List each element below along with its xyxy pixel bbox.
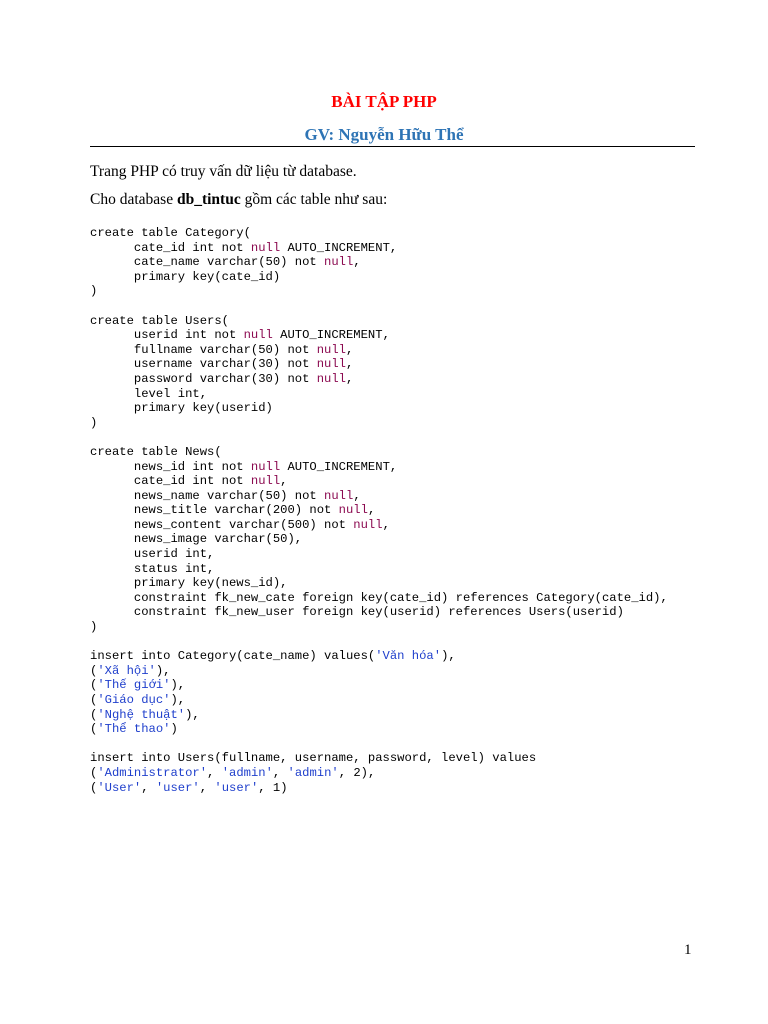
code-line	[90, 460, 668, 475]
sql-text: username varchar(30) not	[90, 357, 317, 372]
sql-text: news_name varchar(50) not	[90, 488, 325, 503]
code-line	[90, 708, 668, 723]
sql-text: )	[90, 284, 98, 299]
sql-keyword: null	[316, 371, 346, 386]
sql-keyword: null	[353, 517, 383, 532]
sql-text: userid int not	[90, 328, 244, 343]
sql-text: news_image varchar(50),	[90, 532, 303, 547]
sql-text: (	[90, 707, 98, 722]
sql-string: 'Thế giới'	[97, 678, 171, 693]
sql-text: (	[90, 780, 98, 795]
page-number: 1	[684, 942, 692, 958]
intro-paragraph: Trang PHP có truy vấn dữ liệu từ database.	[90, 163, 357, 180]
sql-text: create table Category(	[90, 226, 251, 240]
code-line	[90, 372, 668, 387]
sql-text: status int,	[90, 561, 215, 576]
code-line	[90, 445, 668, 460]
code-line	[90, 532, 668, 547]
sql-string: 'user'	[214, 780, 259, 795]
sql-text: (	[90, 678, 98, 693]
code-line	[90, 737, 668, 752]
sql-text: ,	[272, 765, 288, 780]
sql-string: 'Nghệ thuật'	[97, 707, 186, 722]
sql-text: primary key(cate_id)	[90, 269, 281, 284]
sql-text: ,	[199, 780, 215, 795]
code-line	[90, 401, 668, 416]
sql-keyword: null	[316, 357, 346, 372]
sql-text: ,	[353, 488, 361, 503]
sql-string: 'Giáo dục'	[97, 693, 171, 707]
sql-text: ,	[346, 371, 354, 386]
sql-text: ),	[170, 693, 186, 707]
sql-text: (	[90, 663, 98, 678]
sql-keyword: null	[316, 342, 346, 357]
code-line	[90, 299, 668, 314]
sql-text: fullname varchar(50) not	[90, 342, 317, 357]
sql-text: ),	[170, 678, 186, 693]
code-line	[90, 503, 668, 518]
sql-text: , 2),	[338, 765, 376, 780]
code-line	[90, 635, 668, 650]
code-line	[90, 284, 668, 299]
code-line	[90, 751, 668, 766]
sql-keyword: null	[250, 240, 281, 255]
code-line	[90, 547, 668, 562]
sql-string: 'admin'	[287, 765, 339, 780]
code-line	[90, 722, 668, 737]
sql-string: 'admin'	[221, 765, 273, 780]
sql-code-block	[90, 226, 668, 795]
code-line	[90, 518, 668, 533]
sql-keyword: null	[243, 328, 273, 343]
database-paragraph	[90, 191, 387, 209]
sql-text: ,	[346, 357, 354, 372]
code-line	[90, 474, 668, 489]
sql-text: ,	[367, 503, 376, 518]
sql-keyword: null	[338, 503, 368, 518]
sql-string: 'User'	[97, 780, 142, 795]
sql-text: (	[90, 722, 98, 737]
code-line	[90, 605, 668, 620]
sql-keyword: null	[250, 474, 281, 489]
instructor-name: GV: Nguyễn Hữu Thể	[304, 125, 464, 144]
sql-text: , 1)	[258, 780, 288, 795]
document-title: BÀI TẬP PHP	[331, 92, 437, 111]
sql-text: news_content varchar(500) not	[90, 517, 354, 532]
sql-text: (	[90, 693, 98, 707]
sql-keyword: null	[324, 488, 354, 503]
sql-text: ),	[441, 649, 456, 664]
sql-text: AUTO_INCREMENT,	[280, 459, 398, 474]
sql-text: news_id int not	[90, 459, 251, 474]
code-line	[90, 591, 668, 606]
database-line-suffix: gồm các table như sau:	[240, 191, 388, 208]
sql-text: ,	[207, 765, 222, 780]
sql-text: primary key(userid)	[90, 401, 273, 416]
database-name: db_tintuc	[176, 191, 241, 208]
code-line	[90, 314, 668, 329]
code-line	[90, 576, 668, 591]
code-line	[90, 664, 668, 679]
code-line	[90, 766, 668, 781]
title-divider	[90, 146, 695, 147]
sql-text: insert into Users(fullname, username, password, level) values	[90, 751, 537, 766]
code-line	[90, 489, 668, 504]
code-line	[90, 226, 668, 241]
sql-text: password varchar(30) not	[90, 371, 317, 386]
code-line	[90, 241, 668, 256]
sql-text: ,	[346, 342, 354, 357]
sql-string: 'Administrator'	[97, 765, 208, 780]
sql-text: ,	[280, 474, 288, 489]
sql-text: ),	[185, 707, 200, 722]
sql-text: create table News(	[90, 444, 222, 459]
sql-string: 'user'	[155, 780, 200, 795]
sql-text: cate_id int not	[90, 240, 251, 255]
sql-text: userid int,	[90, 547, 215, 562]
sql-text: AUTO_INCREMENT,	[272, 328, 390, 343]
sql-text: ,	[141, 780, 156, 795]
code-line	[90, 255, 668, 270]
sql-text: cate_id int not	[90, 474, 251, 489]
code-line	[90, 620, 668, 635]
sql-text: cate_name varchar(50) not	[90, 255, 325, 270]
code-line	[90, 649, 668, 664]
code-line	[90, 678, 668, 693]
database-line-prefix: Cho database	[90, 191, 177, 208]
code-line	[90, 387, 668, 402]
sql-text: insert into Category(cate_name) values(	[90, 649, 376, 664]
code-line	[90, 693, 668, 708]
sql-text: ,	[353, 255, 361, 270]
code-line	[90, 328, 668, 343]
sql-text: )	[170, 722, 178, 737]
sql-string: 'Xã hội'	[97, 663, 156, 678]
sql-text: )	[90, 620, 98, 635]
sql-text: ,	[382, 517, 390, 532]
code-line	[90, 343, 668, 358]
code-line	[90, 416, 668, 431]
sql-keyword: null	[324, 255, 354, 270]
sql-text: constraint fk_new_cate foreign key(cate_id) references Category(cate_id),	[90, 590, 668, 605]
sql-text: ),	[155, 663, 171, 678]
sql-text: level int,	[90, 386, 208, 401]
sql-text: AUTO_INCREMENT,	[280, 240, 398, 255]
sql-text: create table Users(	[90, 313, 229, 328]
code-line	[90, 562, 668, 577]
sql-text: news_title varchar(200) not	[90, 503, 339, 518]
code-line	[90, 357, 668, 372]
code-line	[90, 270, 668, 285]
code-line	[90, 781, 668, 796]
code-line	[90, 430, 668, 445]
sql-keyword: null	[250, 459, 281, 474]
sql-string: 'Thể thao'	[97, 722, 171, 737]
sql-text: primary key(news_id),	[90, 576, 288, 591]
sql-text: )	[90, 415, 98, 430]
sql-string: 'Văn hóa'	[375, 649, 442, 664]
sql-text: (	[90, 765, 98, 780]
sql-text: constraint fk_new_user foreign key(userid) references Users(userid)	[90, 605, 624, 620]
